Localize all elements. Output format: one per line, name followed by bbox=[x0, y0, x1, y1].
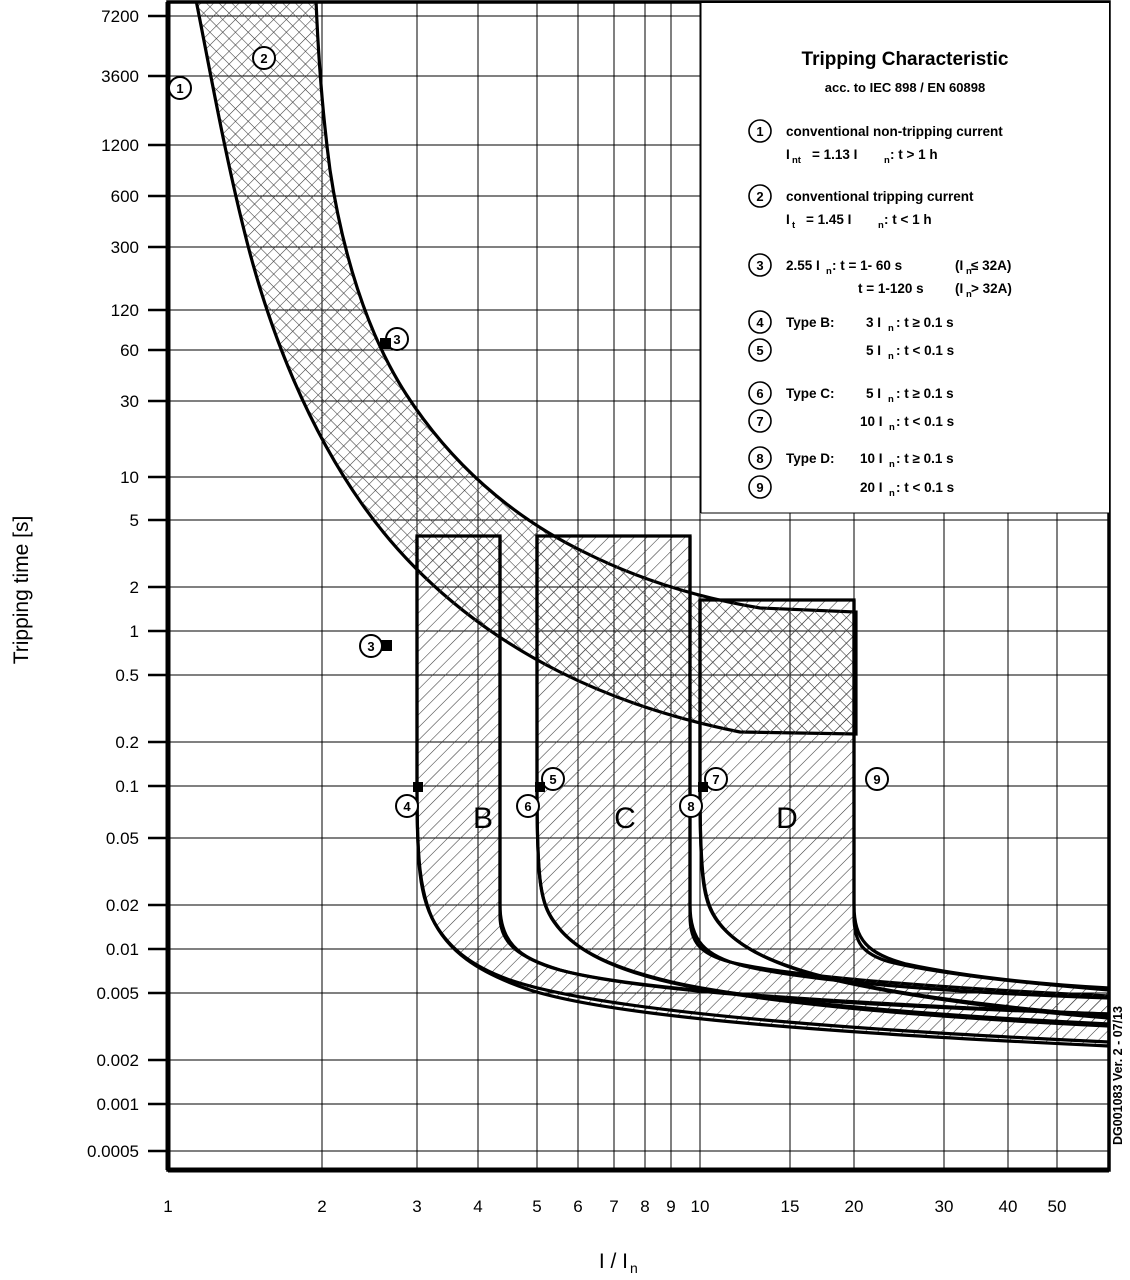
legend-item-6-cond: : t ≥ 0.1 s bbox=[896, 386, 954, 401]
x-axis-title bbox=[599, 1250, 638, 1276]
callout-7-label: 7 bbox=[712, 772, 720, 787]
legend-item-2-line1: conventional tripping current bbox=[786, 189, 974, 204]
x-axis-title-sub: n bbox=[630, 1260, 638, 1276]
legend-item-3-line2-paren: (I bbox=[955, 281, 964, 296]
y-tick-label: 3600 bbox=[101, 67, 139, 86]
x-tick-labels bbox=[163, 1197, 1066, 1216]
y-tick-label: 0.0005 bbox=[87, 1142, 139, 1161]
callout-6-label: 6 bbox=[524, 799, 532, 814]
legend-item-4-factor: 3 I bbox=[866, 315, 882, 330]
callout-4-label: 4 bbox=[403, 799, 411, 814]
legend-item-6-sub: n bbox=[888, 394, 894, 405]
callout-5-label: 5 bbox=[549, 772, 557, 787]
legend-item-3-line1-post: : t = 1- 60 s bbox=[832, 258, 903, 273]
legend-item-7-sub: n bbox=[889, 422, 895, 433]
legend-item-3-line1-pre: 2.55 I bbox=[786, 258, 820, 273]
legend-item-3-line1-paren: (I bbox=[955, 258, 964, 273]
y-tick-label: 60 bbox=[120, 341, 139, 360]
region-label-b: B bbox=[472, 802, 494, 835]
legend-item-7-cond: : t < 0.1 s bbox=[896, 414, 955, 429]
legend-item-3-line2-post: t = 1-120 s bbox=[858, 281, 924, 296]
legend-item-2-line2-sub2: n bbox=[878, 220, 884, 231]
x-axis-title-main: I / I bbox=[598, 1250, 628, 1273]
y-tick-label: 2 bbox=[129, 578, 139, 597]
x-tick-label: 1 bbox=[163, 1197, 173, 1216]
legend-item-5-sub: n bbox=[888, 351, 894, 362]
legend-item-8-cond: : t ≥ 0.1 s bbox=[896, 451, 954, 466]
x-tick-label: 9 bbox=[666, 1197, 676, 1216]
y-tick-label: 300 bbox=[110, 238, 139, 257]
legend-item-9-id: 9 bbox=[756, 480, 764, 495]
legend-item-1-line2-post: = 1.13 I bbox=[812, 147, 858, 162]
legend-item-2-line2-end: : t < 1 h bbox=[884, 212, 932, 227]
y-tick-labels bbox=[87, 7, 139, 1161]
x-tick-label: 5 bbox=[532, 1197, 542, 1216]
callout-8-label: 8 bbox=[687, 799, 695, 814]
x-tick-label: 50 bbox=[1047, 1197, 1067, 1216]
legend-item-9-cond: : t < 0.1 s bbox=[896, 480, 955, 495]
legend-item-4-cond: : t ≥ 0.1 s bbox=[896, 315, 954, 330]
legend-title: Tripping Characteristic bbox=[801, 49, 1009, 70]
legend-item-8-type: Type D: bbox=[786, 451, 835, 466]
y-tick-label: 0.5 bbox=[115, 666, 139, 685]
y-tick-label: 600 bbox=[110, 187, 139, 206]
y-tick-label: 0.1 bbox=[115, 777, 139, 796]
legend-item-9-sub: n bbox=[889, 488, 895, 499]
legend-item-4-id: 4 bbox=[756, 315, 764, 330]
legend-item-8-id: 8 bbox=[756, 451, 764, 466]
y-tick-label: 7200 bbox=[101, 7, 139, 26]
callout-3-lower-label: 3 bbox=[367, 639, 375, 654]
legend-item-5-cond: : t < 0.1 s bbox=[896, 343, 955, 358]
legend-item-3-line1-paren-end: ≤ 32A) bbox=[971, 258, 1012, 273]
y-tick-label: 0.02 bbox=[105, 896, 139, 915]
legend-item-1-line2-end: : t > 1 h bbox=[890, 147, 938, 162]
y-tick-marks bbox=[148, 16, 168, 1151]
legend-item-2-id: 2 bbox=[756, 189, 764, 204]
callout-9-label: 9 bbox=[873, 772, 881, 787]
x-tick-label: 8 bbox=[640, 1197, 650, 1216]
y-tick-label: 1 bbox=[129, 622, 139, 641]
legend-item-4-sub: n bbox=[888, 323, 894, 334]
callout-9 bbox=[866, 768, 888, 790]
x-tick-label: 20 bbox=[844, 1197, 864, 1216]
y-tick-label: 0.05 bbox=[105, 829, 139, 848]
legend-item-7-id: 7 bbox=[756, 414, 764, 429]
legend-item-1-line1: conventional non-tripping current bbox=[786, 124, 1003, 139]
y-tick-label: 120 bbox=[110, 301, 139, 320]
legend-item-3-line2-paren-sub: n bbox=[966, 289, 972, 300]
y-tick-label: 5 bbox=[129, 511, 139, 530]
legend-item-8-sub: n bbox=[889, 459, 895, 470]
y-tick-label: 30 bbox=[120, 392, 139, 411]
region-label-c: C bbox=[614, 802, 636, 835]
legend-item-3-line1-paren-sub: n bbox=[966, 266, 972, 277]
x-tick-label: 6 bbox=[573, 1197, 583, 1216]
y-tick-label: 1200 bbox=[101, 136, 139, 155]
legend-subtitle: acc. to IEC 898 / EN 60898 bbox=[824, 80, 986, 95]
legend-item-3-line1-sub: n bbox=[826, 266, 832, 277]
callout-2-label: 2 bbox=[260, 51, 268, 66]
x-tick-label: 3 bbox=[412, 1197, 422, 1216]
y-tick-label: 0.2 bbox=[115, 733, 139, 752]
y-tick-label: 0.001 bbox=[96, 1095, 139, 1114]
x-tick-label: 10 bbox=[690, 1197, 710, 1216]
legend-item-1-id: 1 bbox=[756, 124, 764, 139]
legend-item-2-line2-pre: I bbox=[786, 212, 790, 227]
x-tick-label: 7 bbox=[609, 1197, 619, 1216]
callout-1-label: 1 bbox=[176, 81, 184, 96]
legend-item-5-id: 5 bbox=[756, 343, 764, 358]
x-tick-label: 40 bbox=[998, 1197, 1018, 1216]
y-axis-title: Tripping time [s] bbox=[10, 515, 33, 665]
y-tick-label: 0.002 bbox=[96, 1051, 139, 1070]
legend-item-7-factor: 10 I bbox=[860, 414, 883, 429]
legend-item-3-id: 3 bbox=[756, 258, 764, 273]
legend-item-9-factor: 20 I bbox=[860, 480, 883, 495]
legend-item-1-line2-sub: nt bbox=[792, 155, 801, 166]
legend-item-2-line2-post: = 1.45 I bbox=[806, 212, 852, 227]
callout-5 bbox=[542, 768, 564, 790]
legend-item-6-id: 6 bbox=[756, 386, 764, 401]
document-code: DG001083 Ver. 2 - 07/13 bbox=[1111, 1006, 1125, 1145]
x-tick-label: 30 bbox=[934, 1197, 954, 1216]
region-label-d: D bbox=[776, 802, 798, 835]
legend-item-6-factor: 5 I bbox=[866, 386, 882, 401]
legend-item-1-line2-pre: I bbox=[786, 147, 790, 162]
legend-item-2-line2-sub: t bbox=[792, 220, 796, 231]
y-tick-label: 0.01 bbox=[105, 940, 139, 959]
legend-item-4-type: Type B: bbox=[786, 315, 835, 330]
x-tick-label: 15 bbox=[780, 1197, 800, 1216]
legend-item-3-line2-paren-end: > 32A) bbox=[971, 281, 1012, 296]
y-tick-label: 10 bbox=[120, 468, 139, 487]
y-tick-label: 0.005 bbox=[96, 984, 139, 1003]
x-tick-label: 2 bbox=[317, 1197, 327, 1216]
callout-2 bbox=[253, 47, 275, 69]
legend-item-1-line2-sub2: n bbox=[884, 155, 890, 166]
legend-item-8-factor: 10 I bbox=[860, 451, 883, 466]
callout-1 bbox=[169, 77, 191, 99]
callout-3-upper-label: 3 bbox=[393, 332, 401, 347]
legend-item-6-type: Type C: bbox=[786, 386, 835, 401]
legend-item-5-factor: 5 I bbox=[866, 343, 882, 358]
x-tick-label: 4 bbox=[473, 1197, 483, 1216]
callout-7 bbox=[705, 768, 727, 790]
